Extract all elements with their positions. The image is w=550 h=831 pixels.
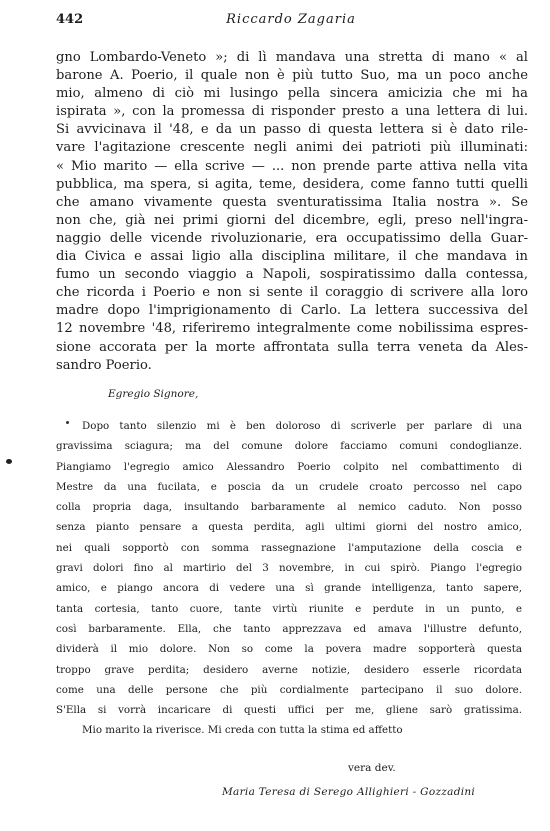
body-line: che ricorda i Poerio e non si sente il coraggio di scrivere alla loro bbox=[56, 285, 528, 301]
body-line: fumo un secondo viaggio a Napoli, sospiratissimo dalla contessa, bbox=[56, 267, 528, 283]
letter-line: senza pianto pensare a questa perdita, agli ultimi giorni del nostro amico, bbox=[56, 521, 522, 534]
body-line: mio, almeno di ciò mi lusingo pella sincera amicizia che mi ha bbox=[56, 86, 528, 102]
page-number: 442 bbox=[56, 12, 84, 27]
letter-line: così barbaramente. Ella, che tanto apprezzava ed amava l'illustre defunto, bbox=[56, 622, 522, 635]
body-text bbox=[56, 49, 528, 375]
margin-ink-mark bbox=[6, 459, 12, 464]
body-line: ispirata », con la promessa di risponder presto a una lettera di lui. bbox=[56, 104, 528, 120]
letter-line: gravi dolori fino al martirio del 3 novembre, in cui spirò. Piango l'egregio bbox=[56, 562, 522, 575]
body-line: gno Lombardo-Veneto »; di lì mandava una stretta di mano « al bbox=[56, 50, 528, 65]
letter-line: come una delle persone che più cordialmente partecipano il suo dolore. bbox=[56, 683, 522, 696]
letter-line: troppo grave perdita; desidero averne notizie, desidero esserle ricordata bbox=[56, 663, 522, 676]
running-title: Riccardo Zagaria bbox=[226, 12, 356, 27]
body-line: sione accorata per la morte affrontata sulla terra veneta da Ales- bbox=[56, 339, 528, 355]
body-line: pubblica, ma spera, si agita, teme, desidera, come fanno tutti quelli bbox=[56, 176, 528, 192]
running-head bbox=[56, 12, 526, 32]
letter-line: colla propria daga, insultando barbaramente al nemico caduto. Non posso bbox=[56, 501, 522, 514]
body-line: dia Civica e assai ligio alla disciplina militare, il che mandava in bbox=[56, 249, 528, 265]
letter-signature: Maria Teresa di Serego Allighieri - Gozzadini bbox=[222, 786, 476, 798]
letter-line: Mestre da una fucilata, e poscia da un crudele croato percosso nel capo bbox=[56, 480, 522, 493]
body-line: « Mio marito — ella scrive — ... non prende parte attiva nella vita bbox=[56, 158, 528, 174]
letter-line: dividerà il mio dolore. Non so come la povera madre sopporterà questa bbox=[56, 643, 522, 656]
letter-line: tanta cortesia, tanto cuore, tante virtù riunite e perdute in un punto, e bbox=[56, 602, 522, 615]
body-line: naggio delle vicende rivoluzionarie, era occupatissimo della Guar- bbox=[56, 230, 528, 246]
letter-line: S'Ella si vorrà incaricare di questi uffici per me, gliene sarò gratissima. bbox=[56, 704, 522, 717]
body-line: non che, già nei primi giorni del dicembre, egli, preso nell'ingra- bbox=[56, 212, 528, 228]
letter-line: nei quali sopportò con somma rassegnazione l'amputazione della coscia e bbox=[56, 541, 522, 554]
body-line: 12 novembre '48, riferiremo integralmente come nobilissima espres- bbox=[56, 321, 528, 337]
letter-text bbox=[56, 416, 522, 741]
body-line: barone A. Poerio, il quale non è più tutto Suo, ma un poco anche bbox=[56, 68, 528, 84]
body-line: sandro Poerio. bbox=[56, 357, 152, 373]
letter-salutation: Egregio Signore, bbox=[108, 388, 199, 400]
letter-line: Piangiamo l'egregio amico Alessandro Poerio colpito nel combattimento di bbox=[56, 460, 522, 473]
letter-line: amico, e piango ancora di vedere una sì grande intelligenza, tanto sapere, bbox=[56, 582, 522, 595]
body-line: vare l'agitazione crescente negli animi dei patrioti più illuminati: bbox=[56, 140, 528, 156]
letter-line: Dopo tanto silenzio mi è ben doloroso di scriverle per parlare di una bbox=[82, 420, 522, 432]
body-line: madre dopo l'imprigionamento di Carlo. La lettera successiva del bbox=[56, 303, 528, 319]
body-line: che amano vivamente questa sventuratissima Italia nostra ». Se bbox=[56, 194, 528, 210]
letter-valediction: vera dev. bbox=[348, 762, 396, 774]
letter-line: Mio marito la riverisce. Mi creda con tutta la stima ed affetto bbox=[82, 724, 403, 737]
letter-line: gravissima sciagura; ma del comune dolore facciamo comuni condoglianze. bbox=[56, 440, 522, 453]
body-line: Si avvicinava il '48, e da un passo di questa lettera si è dato rile- bbox=[56, 122, 528, 138]
